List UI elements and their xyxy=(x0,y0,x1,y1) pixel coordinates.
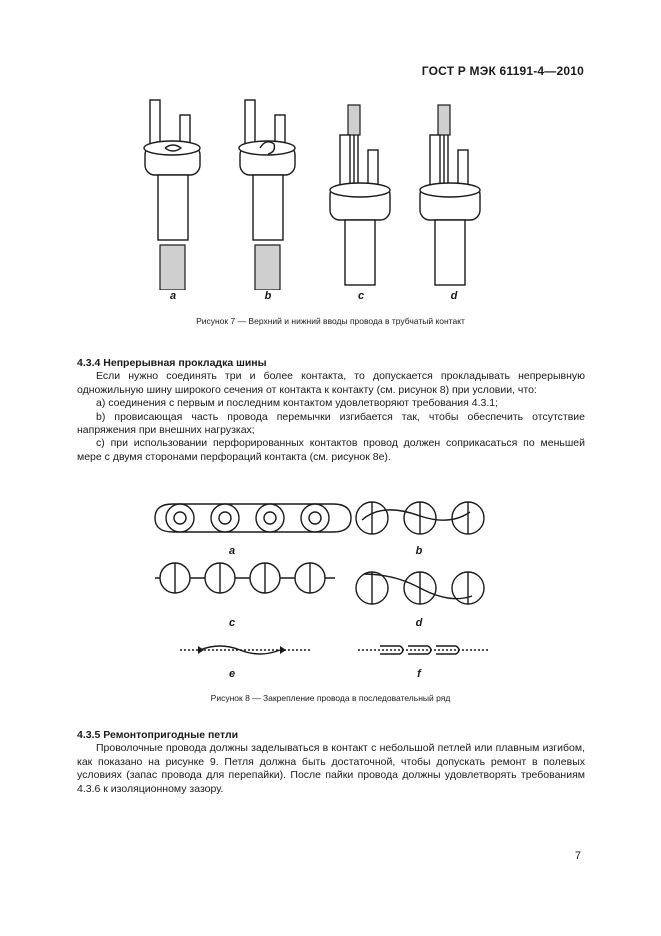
figure-8-chain-d xyxy=(356,572,484,604)
page-number: 7 xyxy=(574,850,581,862)
figure-7-label-c: c xyxy=(357,290,365,302)
section-4-3-4-item-b: b) провисающая часть провода перемычки изгибается так, чтобы обеспечить отсутствие напряжения при внешних нагрузках; xyxy=(77,410,585,437)
figure-8-chain-e xyxy=(180,646,310,654)
figure-7-drawing xyxy=(120,90,540,290)
figure-8-chain-c xyxy=(155,563,335,593)
section-4-3-4-item-c: c) при использовании перфорированных контактов провод должен соприкасаться по меньшей мере с двумя сторонами перфораций контакта (см. рисунок 8е). xyxy=(77,437,585,463)
figure-8-caption: Рисунок 8 — Закрепление провода в последовательный ряд xyxy=(210,693,451,703)
section-4-3-5 xyxy=(77,729,585,796)
figure-7-label-a: a xyxy=(169,290,177,302)
section-4-3-4-paragraph: Если нужно соединять три и более контакта, то допускается прокладывать непрерывную одножильную шину широкого сечения от контакта к контакту (см. рисунок 8) при условии, что: xyxy=(77,370,585,396)
section-4-3-4-heading: 4.3.4 Непрерывная прокладка шины xyxy=(77,357,267,369)
figure-7-label-b: b xyxy=(264,290,272,302)
figure-8-chain-f xyxy=(358,646,488,654)
figure-8-label-c: c xyxy=(228,617,236,629)
figure-8-label-b: b xyxy=(415,545,423,557)
figure-8-label-e: e xyxy=(228,668,236,680)
figure-7-contact-b xyxy=(239,100,295,290)
figure-8-chain-a xyxy=(155,504,351,532)
figure-7-contact-d xyxy=(420,105,480,285)
figure-8-label-f: f xyxy=(417,668,421,680)
figure-8-label-a: a xyxy=(228,545,236,557)
section-4-3-5-heading: 4.3.5 Ремонтопригодные петли xyxy=(77,729,239,741)
figure-7-caption: Рисунок 7 — Верхний и нижний вводы провода в трубчатый контакт xyxy=(196,316,465,326)
figure-8-drawing xyxy=(140,490,520,665)
figure-7-contact-c xyxy=(330,105,390,285)
document-header: ГОСТ Р МЭК 61191-4—2010 xyxy=(421,64,584,78)
section-4-3-4-item-a: a) соединения с первым и последним контактом удовлетворяют требования 4.3.1; xyxy=(96,397,499,410)
section-4-3-5-paragraph: Проволочные провода должны заделываться в контакт с небольшой петлей или плавным изгибом, как показано на рисунке 9. Петля должна быть достаточной, чтобы допускать ремонт в полевых условиях (запас провода для перепайки). После пайки провода должны удовлетворять требованиям 4.3.6 к изоляционному зазору. xyxy=(77,742,585,795)
figure-7-contact-a xyxy=(144,100,200,290)
section-4-3-4 xyxy=(77,357,585,464)
figure-8-label-d: d xyxy=(415,617,423,629)
figure-7-label-d: d xyxy=(450,290,458,302)
figure-8-chain-b xyxy=(356,502,484,534)
